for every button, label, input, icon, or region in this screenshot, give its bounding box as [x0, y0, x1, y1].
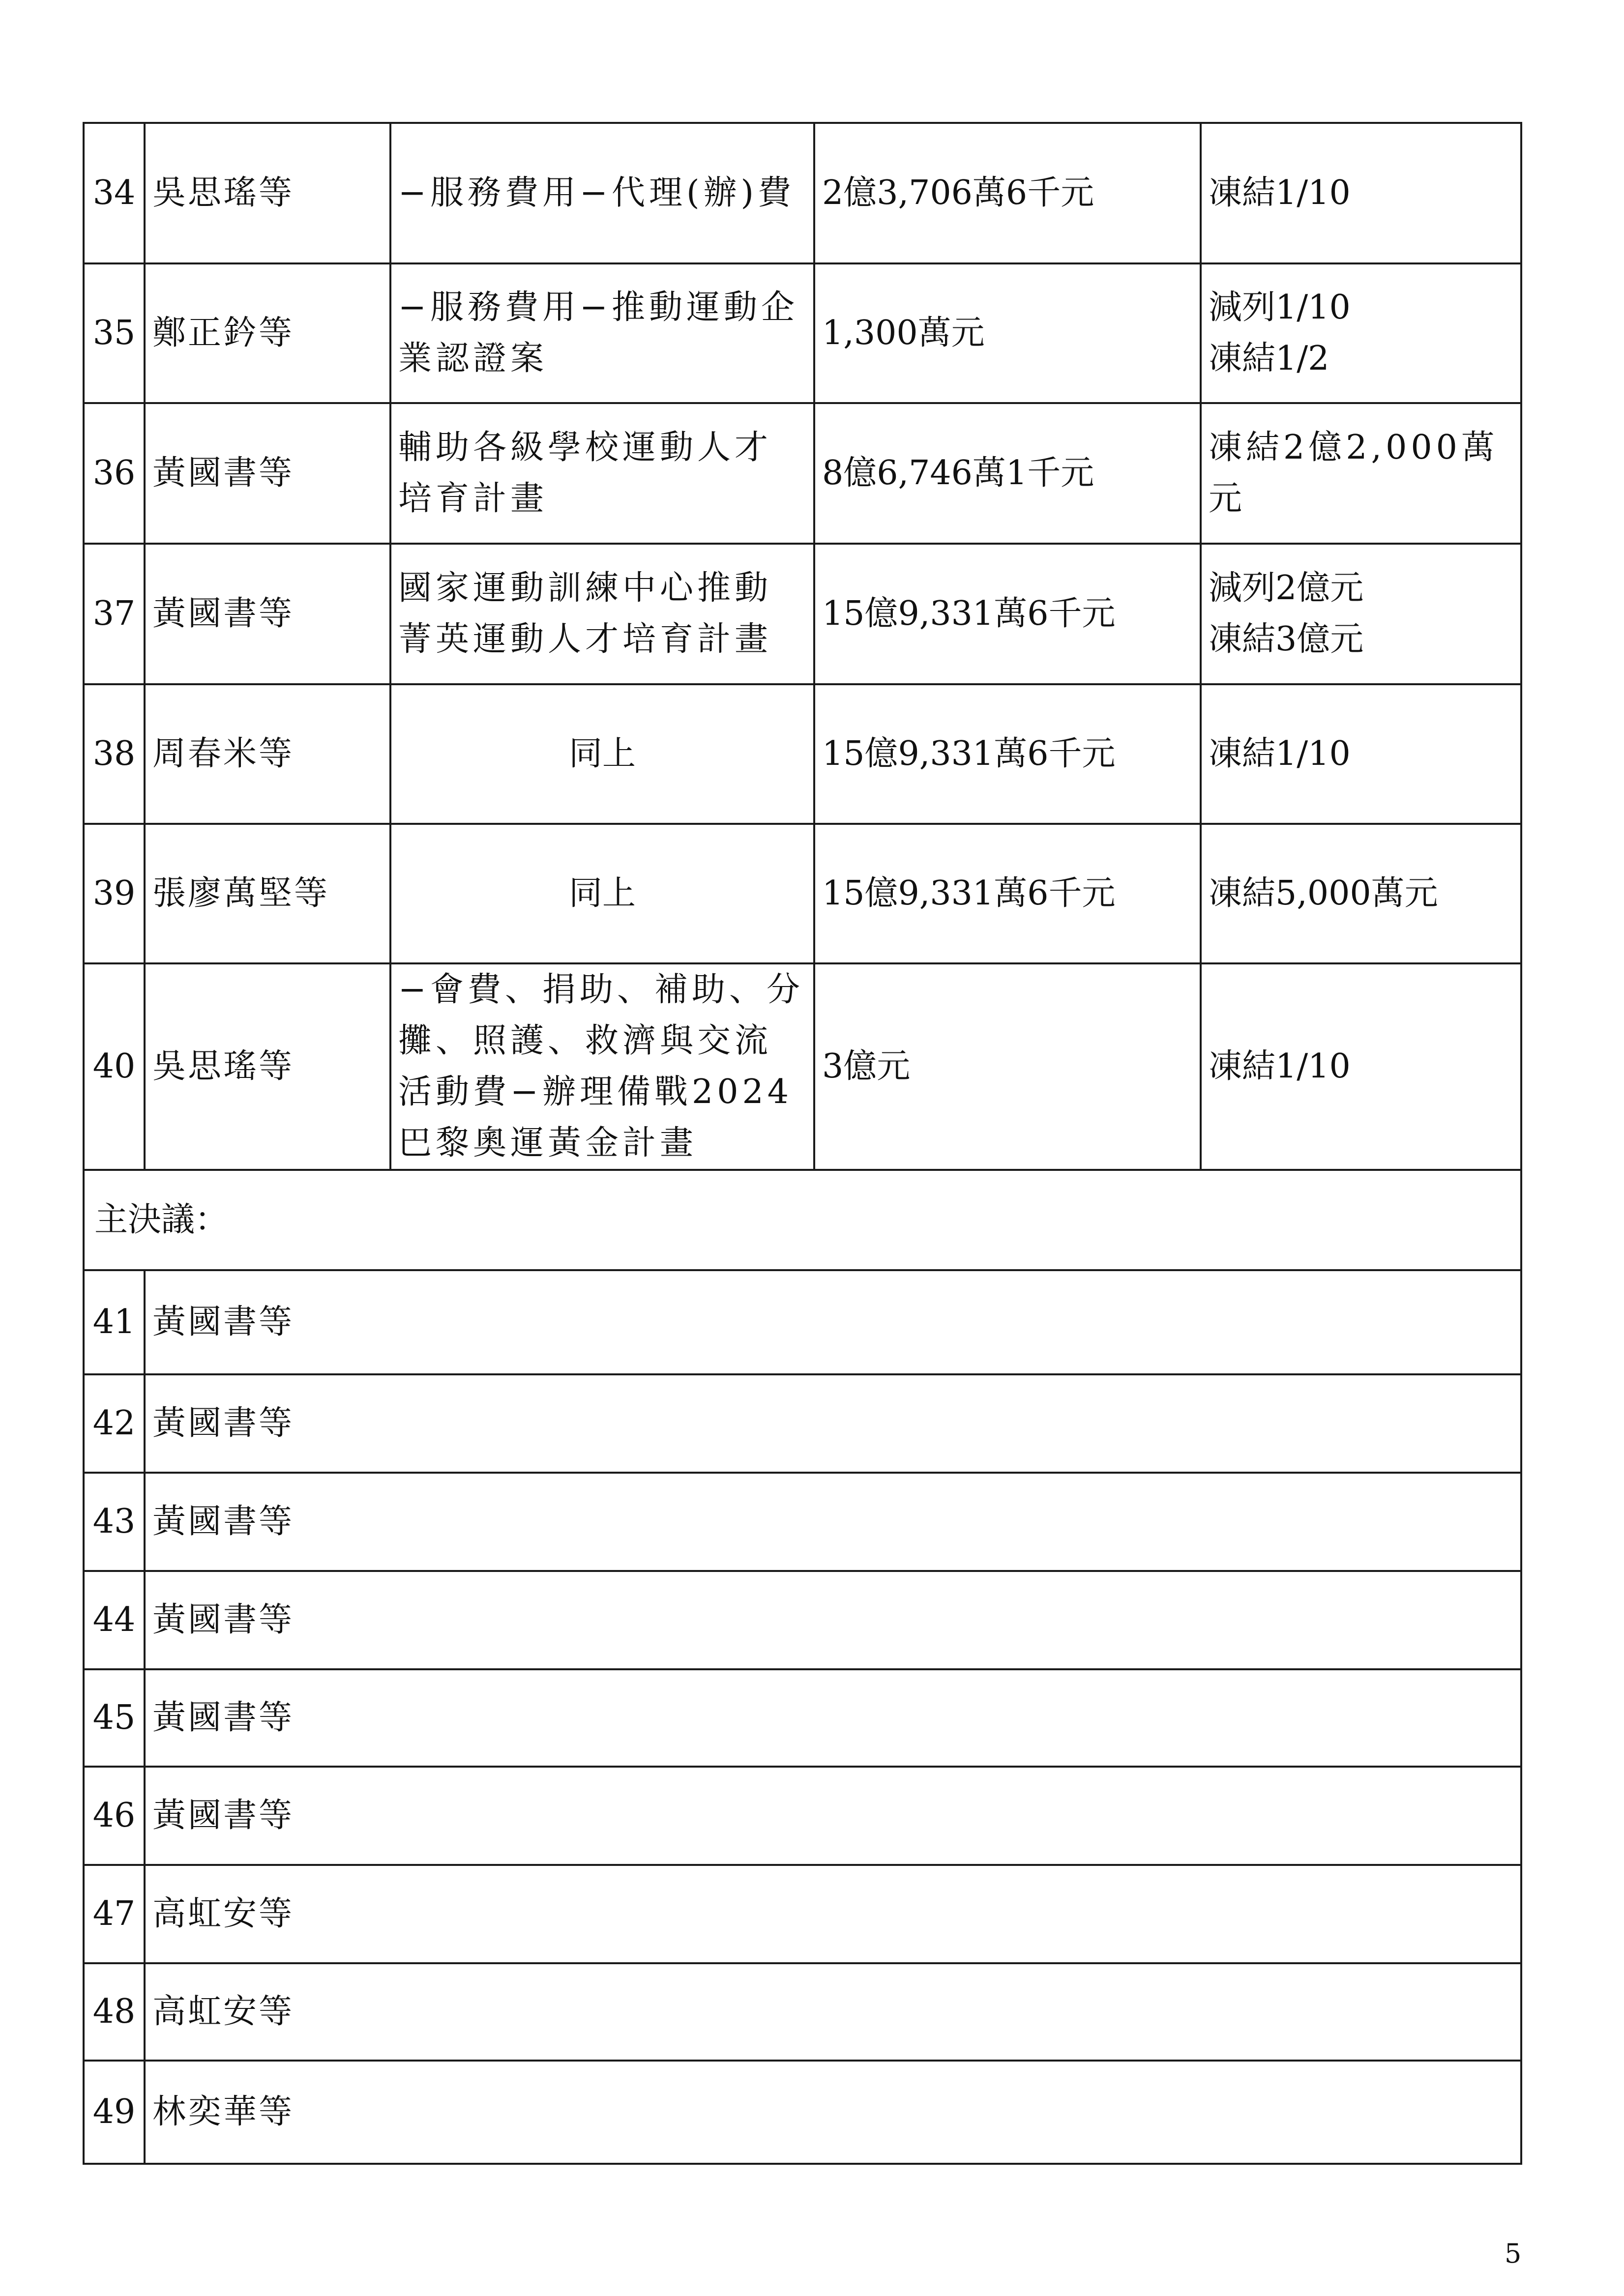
budget-item: −會費、捐助、補助、分攤、照護、救濟與交流活動費−辦理備戰2024巴黎奧運黃金計畫: [390, 963, 814, 1170]
table-row: [84, 1767, 1521, 1865]
note-line: 減列1/10: [1209, 288, 1351, 327]
proposer: 黃國書等: [145, 403, 390, 544]
row-number: 38: [84, 684, 145, 824]
row-number: 34: [84, 123, 145, 263]
budget-item: 輔助各級學校運動人才培育計畫: [390, 403, 814, 544]
note-line: 凍結1/10: [1209, 174, 1351, 212]
table-row: [84, 684, 1521, 824]
row-number: 37: [84, 544, 145, 684]
budget-item: 國家運動訓練中心推動菁英運動人才培育計畫: [390, 544, 814, 684]
amount-text: 15億9,331萬6千元: [822, 594, 1116, 633]
page-number: 5: [1505, 2238, 1522, 2269]
table-row: [84, 1571, 1521, 1669]
budget-item: −服務費用−推動運動企業認證案: [390, 263, 814, 403]
row-number: 43: [84, 1473, 145, 1571]
proposer: 黃國書等: [145, 1767, 1521, 1865]
amount: [814, 824, 1201, 963]
table-row: [84, 963, 1521, 1170]
row-number: 42: [84, 1374, 145, 1473]
row-number: 49: [84, 2061, 145, 2164]
table-row: [84, 544, 1521, 684]
main-resolution-heading: 主決議：: [84, 1170, 1521, 1270]
row-number: 46: [84, 1767, 145, 1865]
budget-item: −服務費用−代理(辦)費: [390, 123, 814, 263]
resolution-notes: [1201, 684, 1521, 824]
resolution-table: [83, 122, 1522, 2165]
amount-text: 2億3,706萬6千元: [822, 174, 1094, 212]
amount-text: 15億9,331萬6千元: [822, 734, 1116, 773]
proposer: 高虹安等: [145, 1865, 1521, 1963]
note-line: 凍結3億元: [1209, 620, 1364, 659]
proposer: 黃國書等: [145, 544, 390, 684]
row-number: 35: [84, 263, 145, 403]
proposer: 黃國書等: [145, 1473, 1521, 1571]
proposer: 吳思瑤等: [145, 123, 390, 263]
table-row: [84, 824, 1521, 963]
resolution-notes: [1201, 544, 1521, 684]
resolution-notes: [1201, 123, 1521, 263]
row-number: 39: [84, 824, 145, 963]
amount: [814, 544, 1201, 684]
row-number: 36: [84, 403, 145, 544]
note-line: 凍結1/10: [1209, 1047, 1351, 1086]
table-row: [84, 263, 1521, 403]
table-row: [84, 1270, 1521, 1374]
resolution-notes: [1201, 824, 1521, 963]
table-row: [84, 403, 1521, 544]
proposer: 黃國書等: [145, 1270, 1521, 1374]
amount-text: 8億6,746萬1千元: [822, 454, 1094, 493]
row-number: 48: [84, 1963, 145, 2061]
amount-text: 3億元: [822, 1047, 911, 1086]
note-line: 凍結1/2: [1209, 339, 1329, 378]
resolution-notes: [1201, 263, 1521, 403]
table-row: [84, 123, 1521, 263]
table-row: [84, 1669, 1521, 1767]
row-number: 41: [84, 1270, 145, 1374]
amount: [814, 684, 1201, 824]
resolution-notes: 凍結2億2,000萬元: [1201, 403, 1521, 544]
proposer: 黃國書等: [145, 1669, 1521, 1767]
note-line: 減列2億元: [1209, 569, 1364, 608]
proposer: 高虹安等: [145, 1963, 1521, 2061]
amount-text: 15億9,331萬6千元: [822, 874, 1116, 913]
table-row: [84, 1865, 1521, 1963]
amount: [814, 263, 1201, 403]
table-row: [84, 1963, 1521, 2061]
row-number: 40: [84, 963, 145, 1170]
proposer: 黃國書等: [145, 1374, 1521, 1473]
proposer: 吳思瑤等: [145, 963, 390, 1170]
table-row: [84, 1473, 1521, 1571]
amount: [814, 963, 1201, 1170]
budget-item: 同上: [390, 824, 814, 963]
proposer: 張廖萬堅等: [145, 824, 390, 963]
proposer: 鄭正鈐等: [145, 263, 390, 403]
amount: [814, 403, 1201, 544]
row-number: 45: [84, 1669, 145, 1767]
row-number: 47: [84, 1865, 145, 1963]
resolution-notes: [1201, 963, 1521, 1170]
table-row: [84, 2061, 1521, 2164]
budget-item: 同上: [390, 684, 814, 824]
table-row: [84, 1374, 1521, 1473]
proposer: 黃國書等: [145, 1571, 1521, 1669]
note-line: 凍結1/10: [1209, 734, 1351, 773]
amount-text: 1,300萬元: [822, 314, 985, 352]
note-line: 凍結5,000萬元: [1209, 874, 1438, 913]
row-number: 44: [84, 1571, 145, 1669]
proposer: 林奕華等: [145, 2061, 1521, 2164]
proposer: 周春米等: [145, 684, 390, 824]
section-heading-row: [84, 1170, 1521, 1270]
amount: [814, 123, 1201, 263]
